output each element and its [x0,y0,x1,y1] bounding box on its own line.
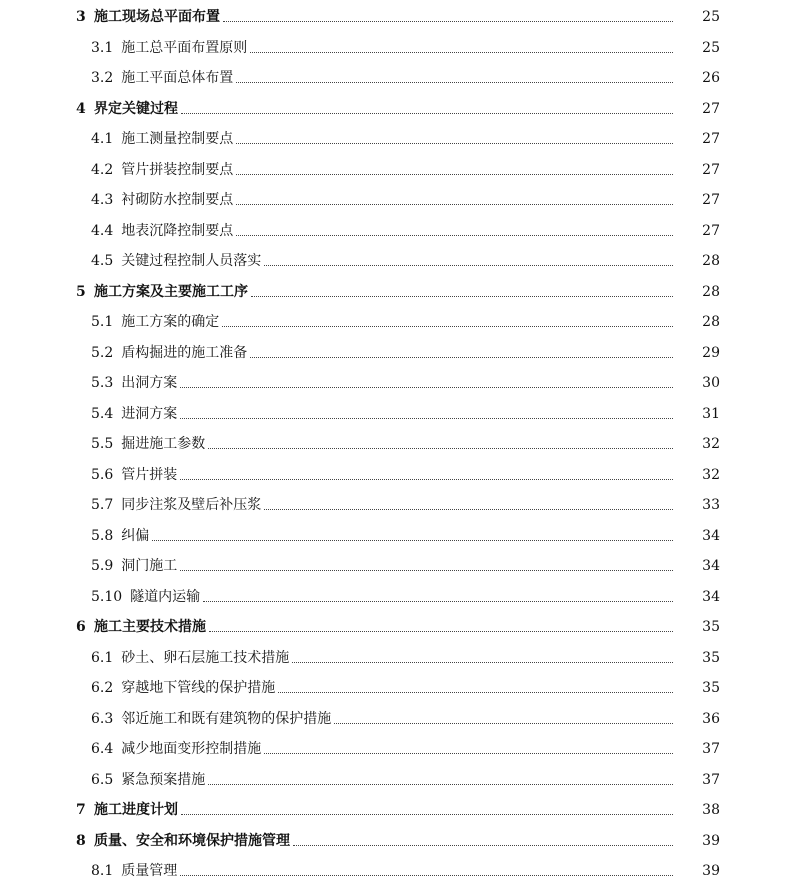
section-number: 5.9 [91,558,114,574]
section-number: 4.4 [91,223,114,239]
section-title: 质量、安全和环境保护措施管理 [94,833,290,849]
toc-entry[interactable] [0,401,792,423]
dot-leader [236,234,673,236]
dot-leader [236,203,673,205]
dot-leader [250,356,673,358]
toc-entry-label [0,496,261,514]
toc-entry[interactable] [0,35,792,57]
toc-entry-label [0,191,233,209]
section-title: 施工现场总平面布置 [94,9,220,25]
toc-entry[interactable] [0,309,792,331]
toc-entry-label [0,161,233,179]
dot-leader [181,813,673,815]
section-title: 出洞方案 [121,375,178,391]
toc-entry[interactable] [0,370,792,392]
toc-entry[interactable] [0,645,792,667]
dot-leader [334,722,673,724]
page-number: 34 [702,558,720,574]
page-number: 27 [702,131,720,147]
section-number: 3 [76,9,86,25]
dot-leader [251,295,673,297]
section-title: 施工进度计划 [94,802,178,818]
dot-leader [203,600,673,602]
section-title: 紧急预案措施 [121,772,206,788]
dot-leader [180,386,673,388]
section-title: 管片拼装 [121,467,178,483]
toc-entry[interactable] [0,767,792,789]
dot-leader [180,874,673,876]
page-number: 30 [702,375,720,391]
section-title: 关键过程控制人员落实 [121,253,262,269]
section-title: 施工平面总体布置 [121,70,234,86]
toc-entry[interactable] [0,96,792,118]
toc-entry-label [0,588,200,606]
page-number: 27 [702,192,720,208]
toc-entry[interactable] [0,218,792,240]
toc-entry[interactable] [0,675,792,697]
toc-entry[interactable] [0,584,792,606]
section-title: 邻近施工和既有建筑物的保护措施 [121,711,332,727]
page-number: 31 [702,406,720,422]
toc-entry-label [0,283,248,301]
toc-entry-label [0,405,177,423]
section-number: 4 [76,101,86,117]
page-number: 34 [702,528,720,544]
page-number: 27 [702,223,720,239]
page-number: 39 [702,833,720,849]
toc-entry[interactable] [0,126,792,148]
section-title: 施工主要技术措施 [94,619,206,635]
page-number: 25 [702,9,720,25]
section-title: 质量管理 [121,863,178,879]
section-title: 界定关键过程 [94,101,178,117]
page-number: 35 [702,619,720,635]
toc-entry-label [0,252,261,270]
section-title: 施工方案的确定 [121,314,220,330]
section-title: 纠偏 [121,528,150,544]
page-number: 28 [702,253,720,269]
toc-entry[interactable] [0,248,792,270]
dot-leader [181,112,673,114]
toc-entry[interactable] [0,706,792,728]
dot-leader [292,661,673,663]
toc-entry-label [0,618,206,636]
section-title: 掘进施工参数 [121,436,206,452]
section-number: 7 [76,802,86,818]
toc-entry-label [0,832,290,850]
toc-entry-label [0,222,233,240]
page-number: 38 [702,802,720,818]
toc-entry[interactable] [0,736,792,758]
page-number: 33 [702,497,720,513]
page-number: 34 [702,589,720,605]
page-number: 27 [702,101,720,117]
dot-leader [208,783,673,785]
page-number: 39 [702,863,720,879]
page-number: 29 [702,345,720,361]
dot-leader [236,142,673,144]
section-number: 6.2 [91,680,114,696]
page-number: 27 [702,162,720,178]
section-number: 6.3 [91,711,114,727]
toc-entry-label [0,39,247,57]
section-number: 5.8 [91,528,114,544]
dot-leader [223,20,673,22]
dot-leader [180,417,673,419]
page-number: 37 [702,772,720,788]
page-number: 35 [702,650,720,666]
toc-entry[interactable] [0,431,792,453]
toc-entry-label [0,649,289,667]
toc-entry-label [0,69,233,87]
toc-entry-label [0,435,205,453]
dot-leader [208,447,673,449]
section-title: 施工总平面布置原则 [121,40,248,56]
section-number: 5.6 [91,467,114,483]
toc-entry-label [0,710,331,728]
section-title: 穿越地下管线的保护措施 [121,680,276,696]
toc-entry-label [0,740,261,758]
toc-entry-label [0,344,247,362]
section-number: 6 [76,619,86,635]
page-number: 28 [702,314,720,330]
toc-entry[interactable] [0,462,792,484]
section-number: 4.1 [91,131,114,147]
toc-entry-label [0,771,205,789]
section-title: 地表沉降控制要点 [121,223,234,239]
dot-leader [264,752,673,754]
page-number: 32 [702,467,720,483]
section-title: 洞门施工 [121,558,178,574]
section-number: 4.2 [91,162,114,178]
toc-entry[interactable] [0,4,792,26]
dot-leader [236,81,673,83]
section-title: 施工方案及主要施工工序 [94,284,248,300]
toc-entry-label [0,679,275,697]
section-number: 5.1 [91,314,114,330]
section-number: 5.3 [91,375,114,391]
section-number: 5.4 [91,406,114,422]
section-number: 6.1 [91,650,114,666]
toc-entry-label [0,557,177,575]
section-title: 盾构掘进的施工准备 [121,345,248,361]
toc-entry[interactable] [0,187,792,209]
toc-entry-label [0,527,149,545]
toc-entry[interactable] [0,340,792,362]
dot-leader [250,51,673,53]
toc-entry[interactable] [0,523,792,545]
toc-entry-label [0,313,219,331]
toc-entry[interactable] [0,279,792,301]
dot-leader [264,264,673,266]
toc-entry-label [0,8,220,26]
toc-entry[interactable] [0,828,792,850]
section-title: 隧道内运输 [130,589,201,605]
section-number: 3.2 [91,70,114,86]
section-number: 6.5 [91,772,114,788]
section-number: 8.1 [91,863,114,879]
toc-entry-label [0,374,177,392]
section-number: 8 [76,833,86,849]
page-number: 32 [702,436,720,452]
dot-leader [278,691,673,693]
dot-leader [180,478,673,480]
section-title: 进洞方案 [121,406,178,422]
section-title: 同步注浆及壁后补压浆 [121,497,262,513]
section-number: 3.1 [91,40,114,56]
section-title: 衬砌防水控制要点 [121,192,234,208]
dot-leader [152,539,673,541]
dot-leader [236,173,673,175]
page-number: 37 [702,741,720,757]
dot-leader [264,508,673,510]
toc-entry[interactable] [0,492,792,514]
section-number: 5.10 [91,589,123,605]
toc-entry-label [0,801,178,819]
section-number: 5.2 [91,345,114,361]
dot-leader [209,630,673,632]
toc-entry-label [0,862,177,880]
section-number: 4.3 [91,192,114,208]
toc-entry[interactable] [0,553,792,575]
toc-entry[interactable] [0,157,792,179]
section-title: 减少地面变形控制措施 [121,741,262,757]
section-number: 6.4 [91,741,114,757]
section-number: 4.5 [91,253,114,269]
section-number: 5 [76,284,86,300]
page-number: 25 [702,40,720,56]
section-title: 砂土、卵石层施工技术措施 [121,650,290,666]
section-number: 5.7 [91,497,114,513]
toc-entry[interactable] [0,65,792,87]
page-number: 26 [702,70,720,86]
page-number: 28 [702,284,720,300]
toc-entry[interactable] [0,858,792,880]
toc-entry-label [0,100,178,118]
toc-entry-label [0,466,177,484]
section-number: 5.5 [91,436,114,452]
dot-leader [222,325,673,327]
toc-entry[interactable] [0,614,792,636]
page-number: 36 [702,711,720,727]
section-title: 管片拼装控制要点 [121,162,234,178]
toc-entry[interactable] [0,797,792,819]
section-title: 施工测量控制要点 [121,131,234,147]
toc-entry-label [0,130,233,148]
page-number: 35 [702,680,720,696]
dot-leader [180,569,673,571]
dot-leader [293,844,673,846]
